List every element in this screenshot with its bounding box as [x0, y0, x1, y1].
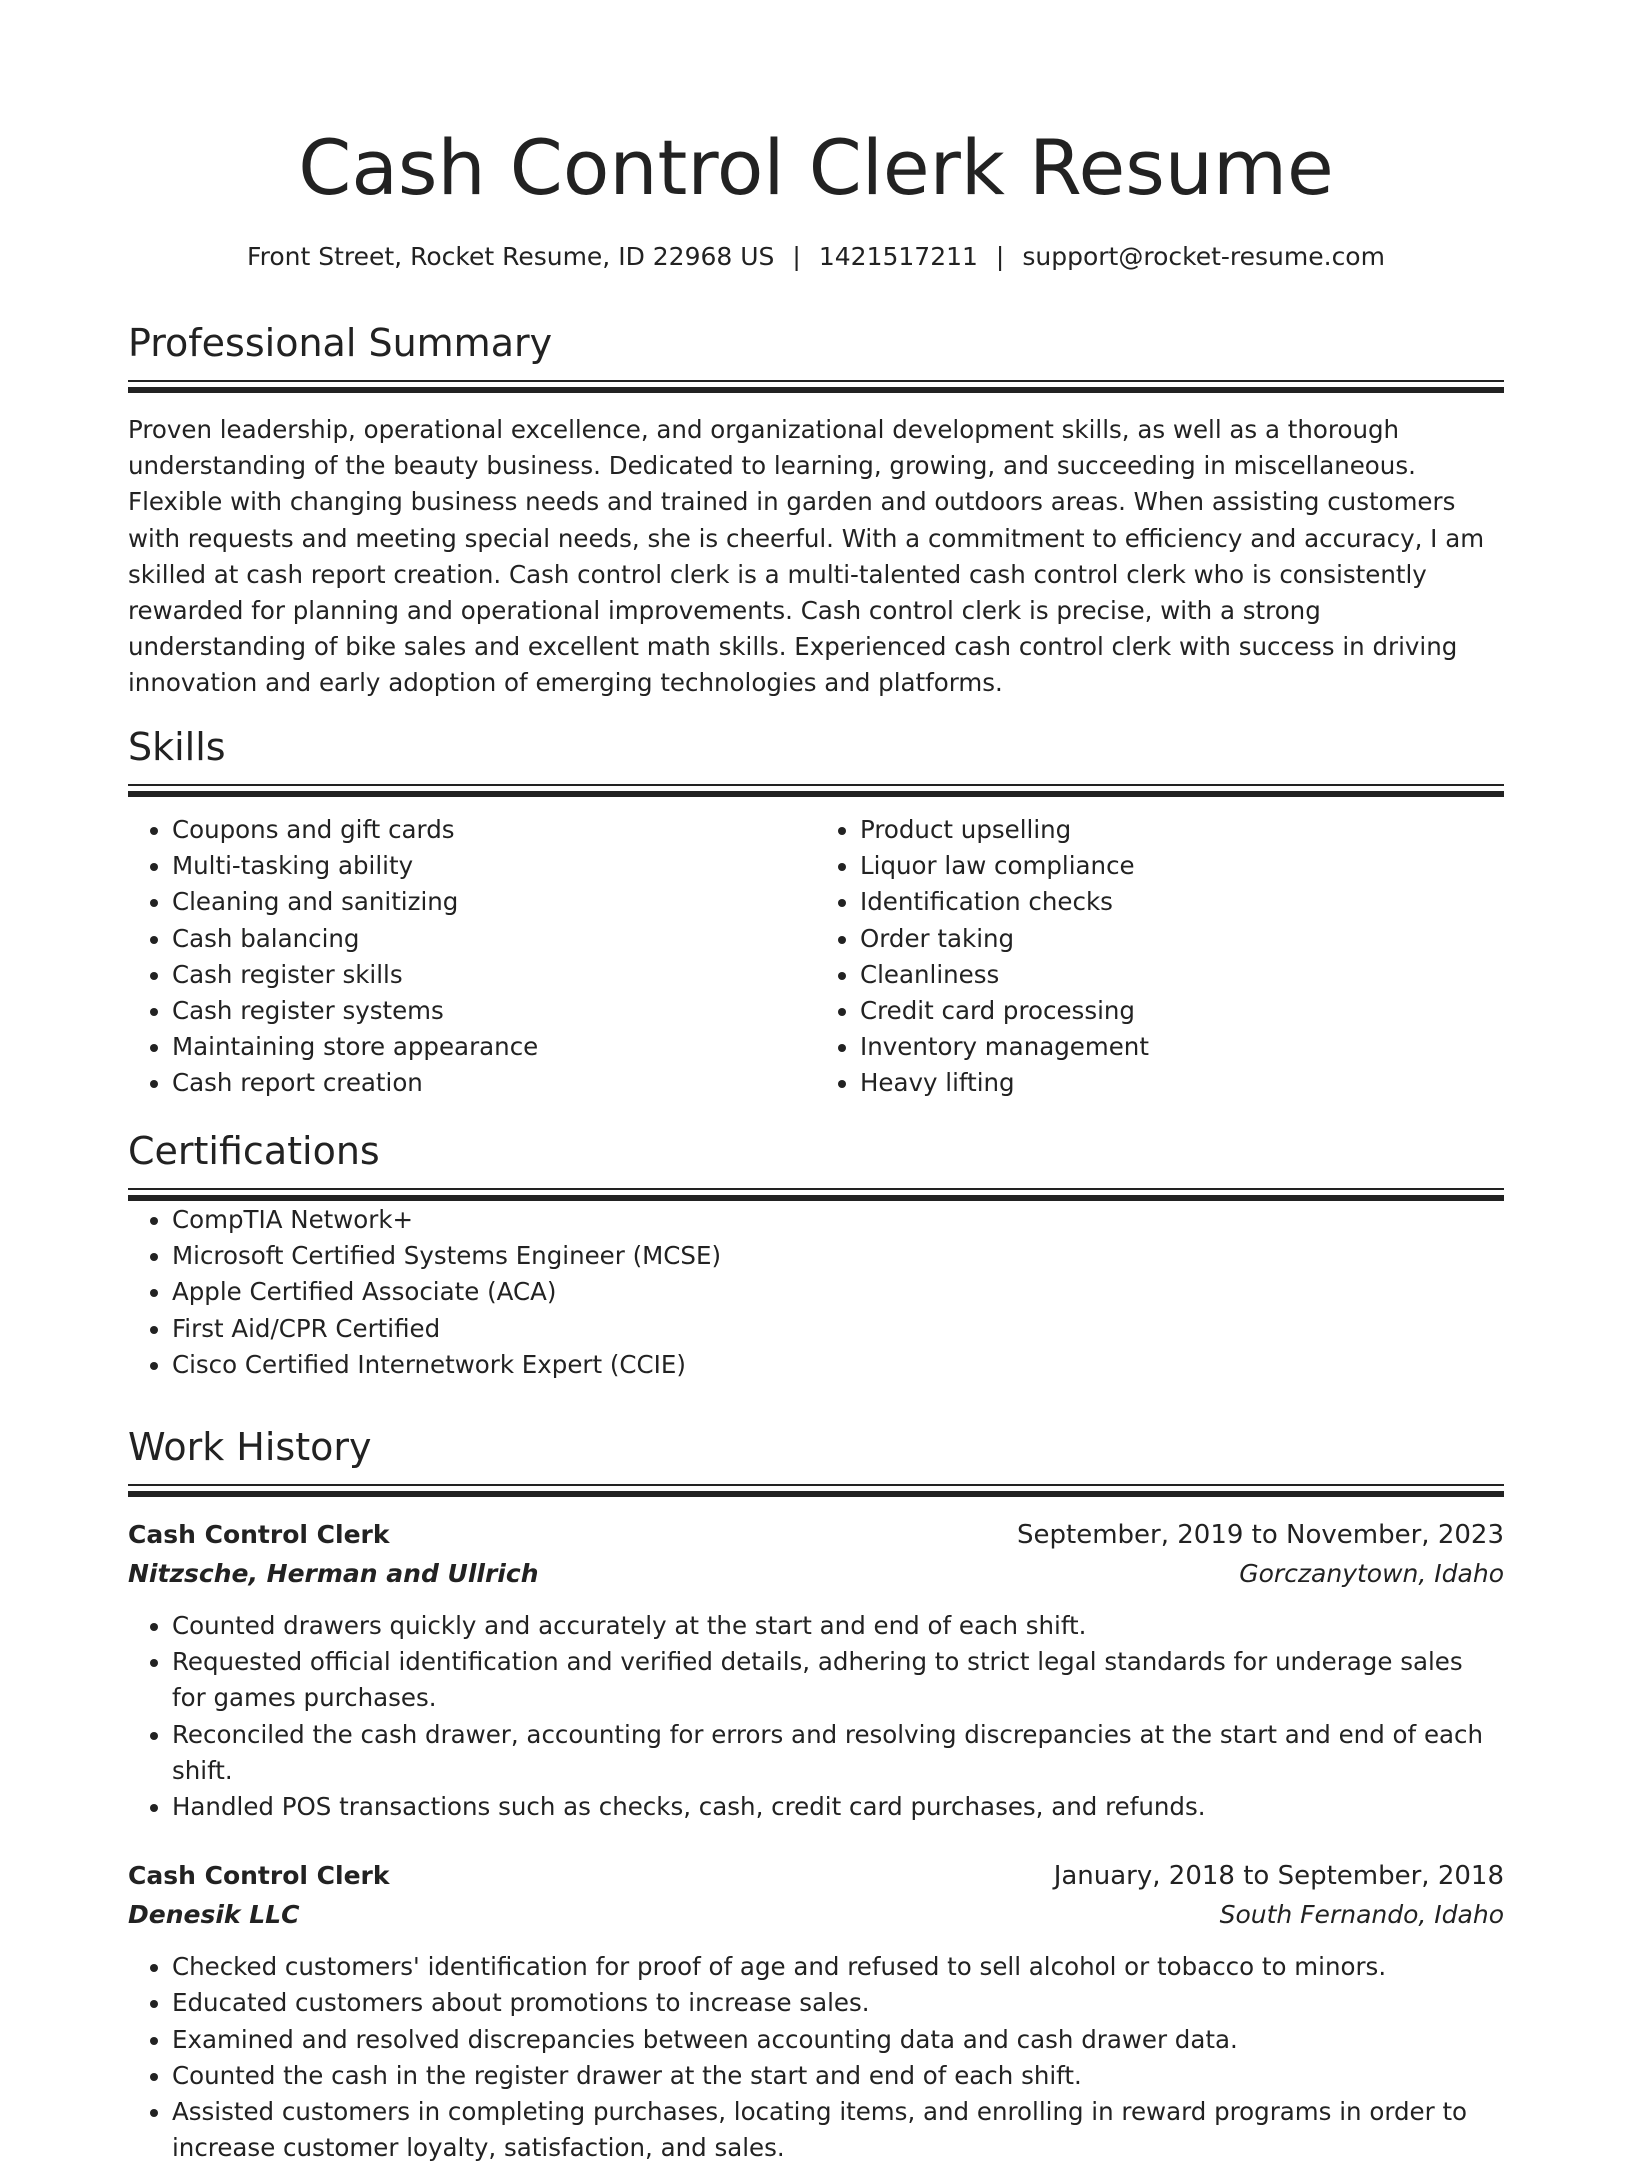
skill-item: • Coupons and gift cards: [172, 812, 816, 848]
job-duty: • Educated customers about promotions to increase sales.: [172, 1985, 1504, 2021]
skill-item: • Heavy lifting: [860, 1065, 1504, 1101]
skills-list-right: [816, 812, 1504, 1102]
work-history-section: [128, 1422, 1504, 2166]
skill-item: • Inventory management: [860, 1029, 1504, 1065]
skill-item: • Cash balancing: [172, 921, 816, 957]
skill-item: • Order taking: [860, 921, 1504, 957]
job-duty: • Counted the cash in the register drawer at the start and end of each shift.: [172, 2058, 1504, 2094]
job-duty: • Assisted customers in completing purchases, locating items, and enrolling in reward programs in order to increase customer loyalty, satisfaction, and sales.: [172, 2094, 1504, 2166]
section-divider: [128, 784, 1504, 798]
skill-item: • Maintaining store appearance: [172, 1029, 816, 1065]
summary-text: Proven leadership, operational excellence, and organizational development skills, as well as a thorough understanding of the beauty business. Dedicated to learning, growing, and succeeding in miscellaneous. Flexible with changing business needs and trained in garden and outdoors areas. When assisting customers with requests and meeting special needs, she is cheerful. With a commitment to efficiency and accuracy, I am skilled at cash report creation. Cash control clerk is a multi-talented cash control clerk who is consistently rewarded for planning and operational improvements. Cash control clerk is precise, with a strong understanding of bike sales and excellent math skills. Experienced cash control clerk with success in driving innovation and early adoption of emerging technologies and platforms.: [128, 415, 1485, 698]
contact-separator: |: [792, 242, 801, 271]
summary-heading: Professional Summary: [128, 321, 553, 365]
skill-item: • Multi-tasking ability: [172, 848, 816, 884]
job-company: Nitzsche, Herman and Ullrich: [128, 1559, 539, 1588]
contact-phone: 1421517211: [818, 242, 978, 271]
contact-address: Front Street, Rocket Resume, ID 22968 US: [247, 242, 775, 271]
job-entry: [128, 1516, 1504, 1825]
job-location: South Fernando, Idaho: [1219, 1900, 1504, 1930]
certification-item: • Apple Certified Associate (ACA): [172, 1274, 1504, 1310]
job-duty: • Checked customers' identification for proof of age and refused to sell alcohol or tobacco to minors.: [172, 1949, 1504, 1985]
job-location: Gorczanytown, Idaho: [1239, 1559, 1504, 1588]
summary-section: [128, 318, 1504, 702]
job-duty: • Examined and resolved discrepancies between accounting data and cash drawer data.: [172, 2022, 1504, 2058]
job-title: Cash Control Clerk: [128, 1861, 390, 1891]
job-company-row: [128, 1554, 1504, 1594]
job-duties-list: [128, 1608, 1504, 1825]
contact-separator: |: [995, 242, 1005, 271]
certifications-heading: Certifications: [128, 1129, 380, 1173]
skills-heading: Skills: [128, 725, 226, 769]
skills-list-left: [128, 812, 816, 1102]
skill-item: • Credit card processing: [860, 993, 1504, 1029]
job-duty: • Counted drawers quickly and accurately at the start and end of each shift.: [172, 1608, 1504, 1644]
skill-item: • Cash register skills: [172, 957, 816, 993]
certification-item: • Cisco Certified Internetwork Expert (CCIE): [172, 1347, 1504, 1383]
job-title: Cash Control Clerk: [128, 1520, 390, 1549]
section-divider: [128, 1484, 1504, 1498]
skill-item: • Cash report creation: [172, 1065, 816, 1101]
job-duty: • Requested official identification and verified details, adhering to strict legal standards for underage sales for games purchases.: [172, 1644, 1504, 1716]
job-duty: • Reconciled the cash drawer, accounting for errors and resolving discrepancies at the start and end of each shift.: [172, 1717, 1504, 1789]
job-dates: January, 2018 to September, 2018: [1053, 1861, 1504, 1892]
job-company-row: [128, 1895, 1504, 1935]
work-history-heading: Work History: [128, 1425, 372, 1469]
certifications-list: [128, 1202, 1504, 1383]
resume-title: Cash Control Clerk Resume: [298, 123, 1334, 212]
certification-item: • CompTIA Network+: [172, 1202, 1504, 1238]
skill-item: • Cleaning and sanitizing: [172, 884, 816, 920]
certification-item: • First Aid/CPR Certified: [172, 1311, 1504, 1347]
skills-grid: [128, 812, 1504, 1102]
certifications-section: [128, 1126, 1504, 1383]
skill-item: • Liquor law compliance: [860, 848, 1504, 884]
job-company: Denesik LLC: [128, 1900, 300, 1930]
skill-item: • Cash register systems: [172, 993, 816, 1029]
contact-line: [128, 240, 1504, 274]
job-entry: [128, 1857, 1504, 2166]
skill-item: • Identification checks: [860, 884, 1504, 920]
section-divider: [128, 380, 1504, 394]
job-duties-list: [128, 1949, 1504, 2166]
skills-section: [128, 722, 1504, 1102]
skill-item: • Product upselling: [860, 812, 1504, 848]
certification-item: • Microsoft Certified Systems Engineer (MCSE): [172, 1238, 1504, 1274]
skill-item: • Cleanliness: [860, 957, 1504, 993]
section-divider: [128, 1188, 1504, 1202]
job-duty: • Handled POS transactions such as checks, cash, credit card purchases, and refunds.: [172, 1789, 1504, 1825]
job-header-row: [128, 1516, 1504, 1554]
contact-email: support@rocket-resume.com: [1022, 242, 1385, 271]
job-dates: September, 2019 to November, 2023: [1017, 1520, 1504, 1550]
job-header-row: [128, 1857, 1504, 1895]
